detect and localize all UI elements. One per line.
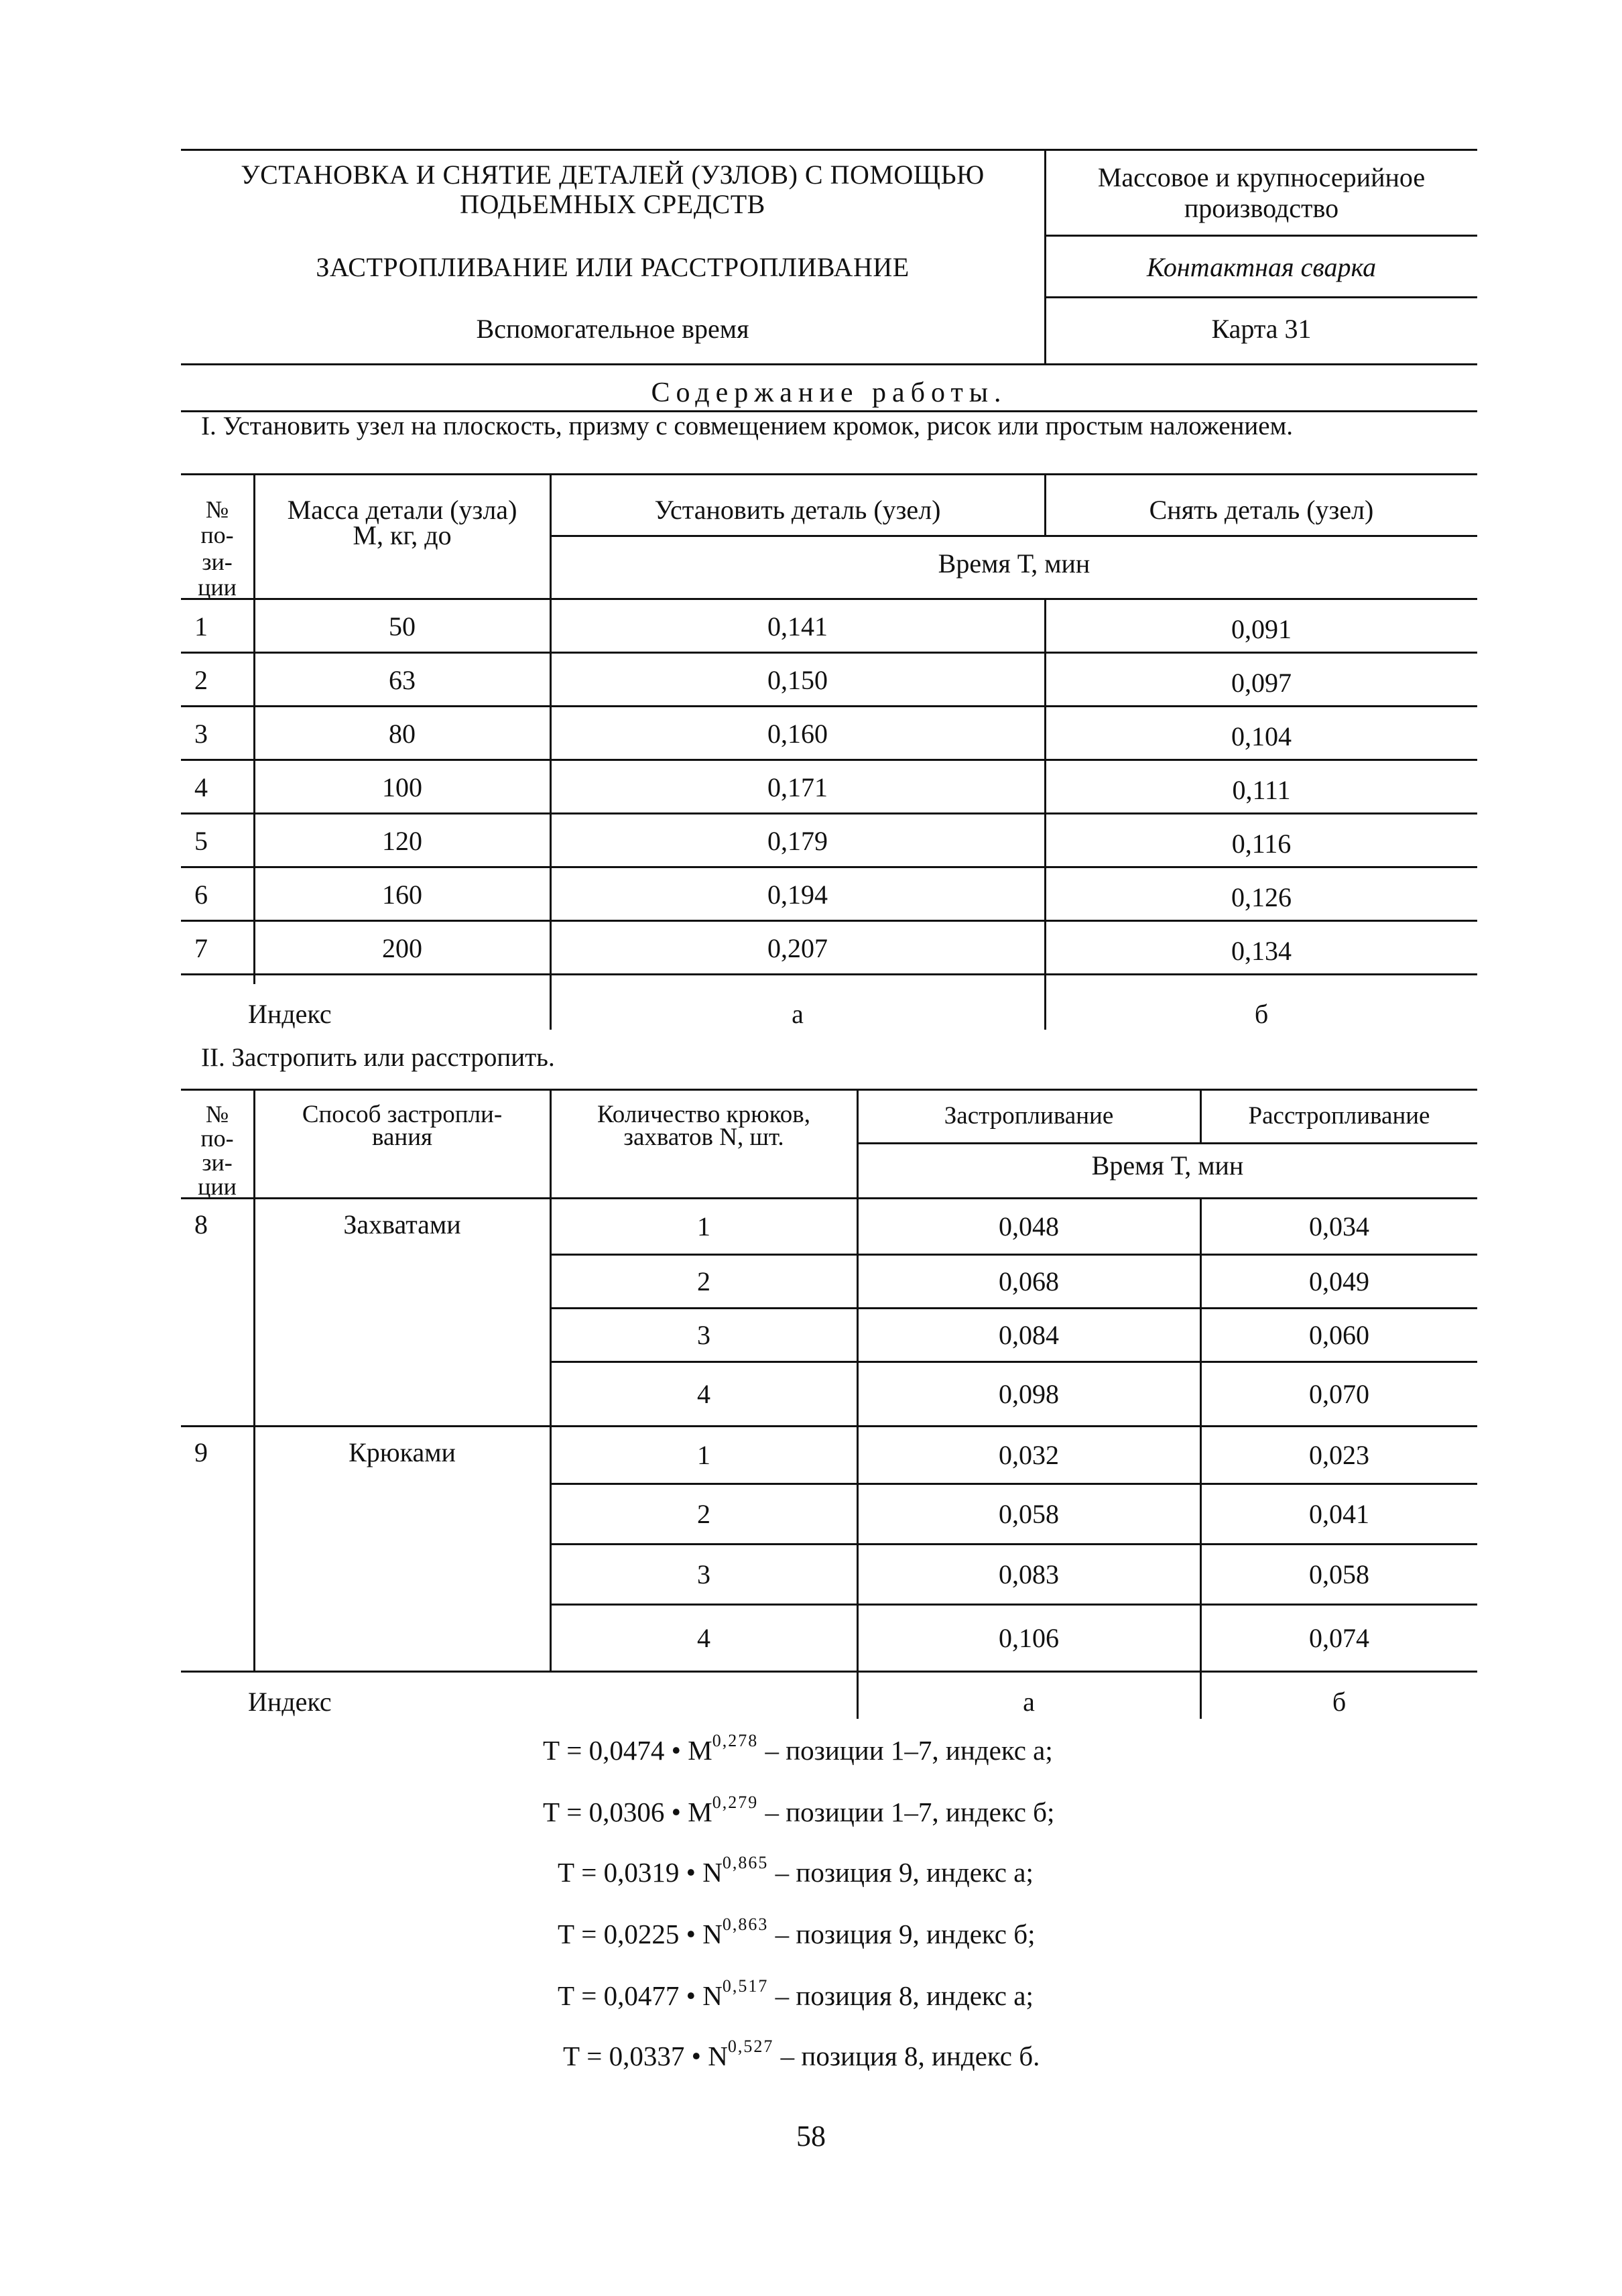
t1-cell-pos: 1 bbox=[194, 611, 208, 642]
t2-cell-count: 1 bbox=[697, 1211, 710, 1242]
t1-col-pos-3: зи- bbox=[202, 548, 233, 575]
t2-cell-method: Захватами bbox=[343, 1209, 461, 1240]
t2-cell-count: 3 bbox=[697, 1559, 710, 1589]
t1-time-rule bbox=[550, 535, 1477, 537]
t2-index-a: а bbox=[1023, 1687, 1035, 1717]
t1-head-bottom-rule bbox=[181, 598, 1477, 600]
header-bottom-rule bbox=[181, 363, 1477, 365]
formula-rhs: – позиция 9, индекс а; bbox=[768, 1857, 1034, 1888]
t1-cell-install: 0,179 bbox=[767, 826, 828, 856]
t2-cell-sling: 0,084 bbox=[999, 1320, 1059, 1350]
t2-row-rule bbox=[550, 1254, 1477, 1256]
t2-cell-unsling: 0,070 bbox=[1309, 1379, 1369, 1409]
t2-cell-pos: 9 bbox=[194, 1437, 208, 1467]
t1-cell-install: 0,150 bbox=[767, 665, 828, 695]
t2-group-rule bbox=[181, 1425, 1477, 1427]
t1-cell-pos: 6 bbox=[194, 880, 208, 910]
formula-lhs: Т = 0,0474 • М bbox=[543, 1735, 712, 1766]
formula-exponent: 0,278 bbox=[712, 1731, 759, 1750]
t1-col-pos-4: ции bbox=[198, 574, 237, 601]
t2-index-b: б bbox=[1332, 1687, 1347, 1717]
t2-cell-count: 4 bbox=[697, 1623, 710, 1653]
t2-col-pos-3: зи- bbox=[202, 1149, 233, 1176]
t2-vline-1 bbox=[253, 1089, 255, 1671]
t2-col-sling: Застропливание bbox=[944, 1102, 1114, 1130]
t1-cell-mass: 100 bbox=[382, 772, 422, 802]
t2-col-method-1: Способ застропли- bbox=[302, 1101, 503, 1128]
production-line2: производство bbox=[1184, 193, 1339, 223]
t1-col-install: Установить деталь (узел) bbox=[654, 495, 941, 525]
t1-cell-pos: 3 bbox=[194, 719, 208, 749]
formula-rhs: – позиция 8, индекс а; bbox=[768, 1980, 1034, 2011]
t2-cell-sling: 0,083 bbox=[999, 1559, 1059, 1589]
doc-subtitle: ЗАСТРОПЛИВАНИЕ ИЛИ РАССТРОПЛИВАНИЕ bbox=[316, 252, 910, 282]
t1-cell-mass: 50 bbox=[389, 611, 416, 642]
formula-line bbox=[558, 1915, 1036, 1950]
t1-cell-mass: 63 bbox=[389, 665, 416, 695]
t1-cell-install: 0,171 bbox=[767, 772, 828, 802]
t1-col-pos-2: по- bbox=[200, 522, 234, 548]
formula-lhs: Т = 0,0306 • М bbox=[543, 1797, 712, 1827]
t2-cell-unsling: 0,049 bbox=[1309, 1266, 1369, 1296]
t1-top-rule bbox=[181, 473, 1477, 475]
t1-cell-remove: 0,116 bbox=[1231, 829, 1292, 859]
t1-cell-remove: 0,134 bbox=[1231, 936, 1292, 966]
t1-index-a: а bbox=[792, 999, 804, 1029]
header-right-rule-2 bbox=[1044, 296, 1477, 298]
production-line1: Массовое и крупносерийное bbox=[1097, 162, 1426, 192]
t2-col-pos-2: по- bbox=[200, 1125, 234, 1152]
t1-col-remove: Снять деталь (узел) bbox=[1149, 495, 1374, 525]
t1-cell-pos: 7 bbox=[194, 933, 208, 963]
formula-lhs: Т = 0,0337 • N bbox=[563, 2041, 728, 2071]
doc-title-line2: ПОДЬЕМНЫХ СРЕДСТВ bbox=[460, 189, 765, 219]
card-number: Карта 31 bbox=[1211, 314, 1312, 344]
time-type: Вспомогательное время bbox=[476, 314, 749, 344]
t1-cell-install: 0,194 bbox=[767, 880, 828, 910]
header-top-rule bbox=[181, 149, 1477, 151]
t1-cell-remove: 0,126 bbox=[1231, 882, 1292, 912]
t1-cell-remove: 0,097 bbox=[1231, 668, 1292, 698]
t2-cell-sling: 0,106 bbox=[999, 1623, 1059, 1653]
section1-title: I. Установить узел на плоскость, призму с совмещением кромок, рисок или простым наложением. bbox=[201, 412, 1294, 440]
t1-cell-mass: 200 bbox=[382, 933, 422, 963]
formula-line bbox=[543, 1793, 1055, 1828]
t2-cell-count: 4 bbox=[697, 1379, 710, 1409]
formula-rhs: – позиция 9, индекс б; bbox=[768, 1919, 1036, 1949]
t1-row-rule bbox=[181, 759, 1477, 761]
t2-cell-count: 1 bbox=[697, 1440, 710, 1470]
t1-cell-mass: 160 bbox=[382, 880, 422, 910]
t2-col-count-2: захватов N, шт. bbox=[623, 1124, 784, 1151]
t2-cell-sling: 0,068 bbox=[999, 1266, 1059, 1296]
formula-exponent: 0,279 bbox=[712, 1793, 759, 1812]
formula-lhs: Т = 0,0477 • N bbox=[558, 1980, 723, 2011]
t2-row-rule bbox=[550, 1361, 1477, 1363]
t2-cell-unsling: 0,060 bbox=[1309, 1320, 1369, 1350]
t1-cell-remove: 0,111 bbox=[1232, 775, 1291, 805]
t1-cell-install: 0,141 bbox=[767, 611, 828, 642]
t2-time-label: Время Т, мин bbox=[1091, 1150, 1244, 1181]
t2-cell-unsling: 0,041 bbox=[1309, 1499, 1369, 1529]
t2-cell-pos: 8 bbox=[194, 1209, 208, 1240]
t1-row-rule bbox=[181, 920, 1477, 922]
t1-cell-remove: 0,091 bbox=[1231, 614, 1292, 644]
t1-row-rule bbox=[181, 973, 1477, 975]
doc-title-line1: УСТАНОВКА И СНЯТИЕ ДЕТАЛЕЙ (УЗЛОВ) С ПОМОЩЬЮ bbox=[241, 160, 985, 190]
formula-rhs: – позиции 1–7, индекс б; bbox=[758, 1797, 1055, 1827]
t2-col-count-1: Количество крюков, bbox=[597, 1101, 811, 1128]
formula-rhs: – позиция 8, индекс б. bbox=[773, 2041, 1040, 2071]
t2-row-rule bbox=[550, 1604, 1477, 1606]
t2-col-pos-1: № bbox=[205, 1101, 229, 1128]
t2-time-rule bbox=[857, 1142, 1477, 1144]
t2-index-label: Индекс bbox=[248, 1687, 332, 1717]
process-name: Контактная сварка bbox=[1146, 252, 1377, 282]
t1-cell-remove: 0,104 bbox=[1231, 721, 1292, 751]
t1-row-rule bbox=[181, 866, 1477, 868]
t2-head-bottom-rule bbox=[181, 1197, 1477, 1199]
t2-cell-unsling: 0,058 bbox=[1309, 1559, 1369, 1589]
formula-lhs: Т = 0,0319 • N bbox=[558, 1857, 723, 1888]
t2-cell-count: 2 bbox=[697, 1266, 710, 1296]
t2-cell-unsling: 0,074 bbox=[1309, 1623, 1369, 1653]
t1-cell-mass: 120 bbox=[382, 826, 422, 856]
formula-line bbox=[558, 1976, 1034, 2012]
t1-cell-pos: 4 bbox=[194, 772, 208, 802]
section2-title: II. Застропить или расстропить. bbox=[201, 1043, 555, 1072]
t2-cell-unsling: 0,023 bbox=[1309, 1440, 1369, 1470]
formula-lhs: Т = 0,0225 • N bbox=[558, 1919, 723, 1949]
t1-cell-install: 0,160 bbox=[767, 719, 828, 749]
t1-cell-install: 0,207 bbox=[767, 933, 828, 963]
page-number: 58 bbox=[796, 2120, 826, 2153]
formula-line bbox=[563, 2037, 1040, 2072]
formula-line bbox=[543, 1731, 1053, 1766]
header-right-rule-1 bbox=[1044, 235, 1477, 237]
t1-col-mass-2: М, кг, до bbox=[353, 520, 452, 550]
t1-index-b: б bbox=[1254, 999, 1269, 1029]
t1-cell-mass: 80 bbox=[389, 719, 416, 749]
t2-col-pos-4: ции bbox=[198, 1173, 237, 1200]
t2-row-rule bbox=[550, 1543, 1477, 1545]
formula-line bbox=[558, 1853, 1034, 1888]
formula-exponent: 0,517 bbox=[722, 1976, 769, 1996]
t1-cell-pos: 5 bbox=[194, 826, 208, 856]
t2-cell-unsling: 0,034 bbox=[1309, 1211, 1369, 1242]
t2-cell-sling: 0,048 bbox=[999, 1211, 1059, 1242]
t1-row-rule bbox=[181, 705, 1477, 707]
t2-group-rule bbox=[181, 1671, 1477, 1673]
t2-cell-sling: 0,032 bbox=[999, 1440, 1059, 1470]
t2-cell-sling: 0,058 bbox=[999, 1499, 1059, 1529]
formula-exponent: 0,865 bbox=[722, 1853, 769, 1872]
t2-cell-method: Крюками bbox=[349, 1437, 456, 1467]
t1-col-mass-1: Масса детали (узла) bbox=[287, 495, 517, 525]
t2-row-rule bbox=[550, 1307, 1477, 1309]
t1-col-pos-1: № bbox=[205, 496, 229, 523]
t2-col-method-2: вания bbox=[371, 1124, 433, 1151]
formula-exponent: 0,863 bbox=[722, 1915, 769, 1934]
t1-index-label: Индекс bbox=[248, 999, 332, 1029]
formula-exponent: 0,527 bbox=[727, 2037, 774, 2056]
t1-time-label: Время Т, мин bbox=[938, 548, 1090, 579]
t2-top-rule bbox=[181, 1089, 1477, 1091]
t2-row-rule bbox=[550, 1483, 1477, 1485]
formula-rhs: – позиции 1–7, индекс а; bbox=[758, 1735, 1053, 1766]
t1-row-rule bbox=[181, 812, 1477, 814]
t2-col-unsling: Расстропливание bbox=[1248, 1102, 1430, 1130]
content-heading: Содержание работы. bbox=[651, 377, 1007, 408]
t1-cell-pos: 2 bbox=[194, 665, 208, 695]
t1-row-rule bbox=[181, 652, 1477, 654]
t2-cell-count: 3 bbox=[697, 1320, 710, 1350]
t2-cell-sling: 0,098 bbox=[999, 1379, 1059, 1409]
t2-cell-count: 2 bbox=[697, 1499, 710, 1529]
